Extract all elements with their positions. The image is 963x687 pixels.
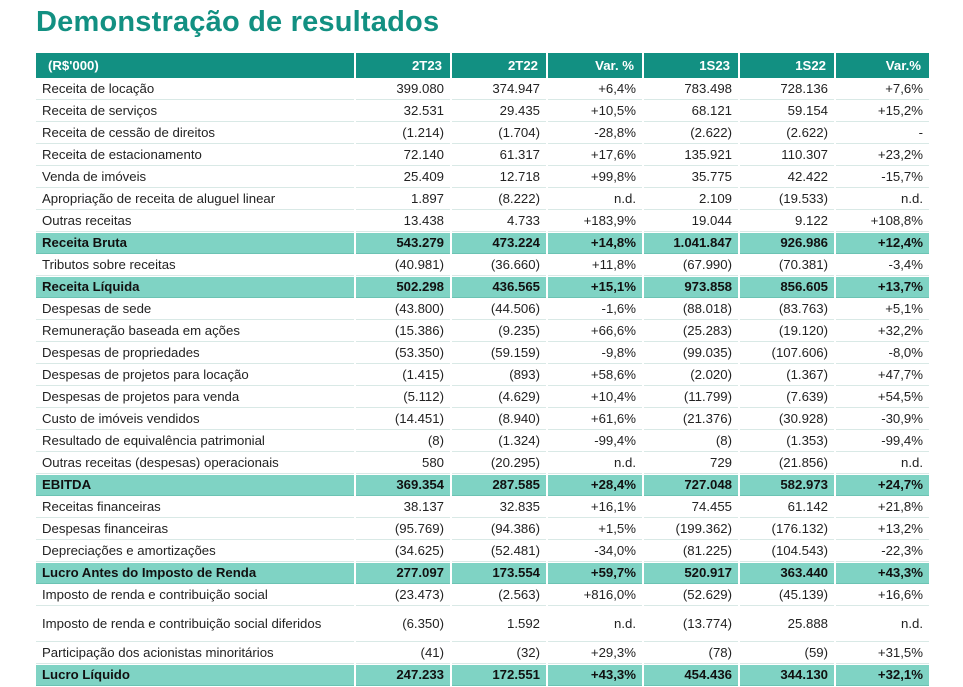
row-value: +28,4% xyxy=(548,475,642,496)
row-label: EBITDA xyxy=(36,475,354,496)
row-value: (78) xyxy=(644,643,738,664)
row-value: +99,8% xyxy=(548,167,642,188)
row-value: +59,7% xyxy=(548,563,642,584)
row-value: 12.718 xyxy=(452,167,546,188)
row-value: 59.154 xyxy=(740,101,834,122)
row-value: -34,0% xyxy=(548,541,642,562)
row-value: 728.136 xyxy=(740,79,834,100)
table-row xyxy=(36,365,929,386)
header-1s23: 1S23 xyxy=(644,53,738,78)
row-value: 783.498 xyxy=(644,79,738,100)
row-value: -8,0% xyxy=(836,343,929,364)
row-label: Receita de serviços xyxy=(36,101,354,122)
row-value: +7,6% xyxy=(836,79,929,100)
row-value: (32) xyxy=(452,643,546,664)
row-label: Receita de locação xyxy=(36,79,354,100)
row-label: Receita Líquida xyxy=(36,277,354,298)
row-value: +6,4% xyxy=(548,79,642,100)
row-label: Despesas de projetos para venda xyxy=(36,387,354,408)
row-value: (2.622) xyxy=(644,123,738,144)
row-label: Outras receitas xyxy=(36,211,354,232)
row-value: +43,3% xyxy=(548,665,642,686)
row-value: n.d. xyxy=(548,189,642,210)
row-value: +61,6% xyxy=(548,409,642,430)
table-row xyxy=(36,167,929,188)
row-value: (2.020) xyxy=(644,365,738,386)
row-value: (21.376) xyxy=(644,409,738,430)
row-value: (43.800) xyxy=(356,299,450,320)
row-value: +11,8% xyxy=(548,255,642,276)
row-value: (44.506) xyxy=(452,299,546,320)
row-value: +1,5% xyxy=(548,519,642,540)
row-value: 247.233 xyxy=(356,665,450,686)
table-row xyxy=(36,211,929,232)
table-row xyxy=(36,643,929,664)
row-label: Venda de imóveis xyxy=(36,167,354,188)
row-value: 729 xyxy=(644,453,738,474)
row-value: (53.350) xyxy=(356,343,450,364)
row-value: (23.473) xyxy=(356,585,450,606)
page-title: Demonstração de resultados xyxy=(36,6,440,38)
row-label: Lucro Antes do Imposto de Renda xyxy=(36,563,354,584)
row-value: (21.856) xyxy=(740,453,834,474)
row-value: (1.353) xyxy=(740,431,834,452)
header-var-semester: Var.% xyxy=(836,53,929,78)
row-value: n.d. xyxy=(548,453,642,474)
row-value: 35.775 xyxy=(644,167,738,188)
row-value: +29,3% xyxy=(548,643,642,664)
row-value: (81.225) xyxy=(644,541,738,562)
row-label: Participação dos acionistas minoritários xyxy=(36,643,354,664)
row-value: 543.279 xyxy=(356,233,450,254)
row-value: 68.121 xyxy=(644,101,738,122)
row-value: (1.324) xyxy=(452,431,546,452)
row-value: 436.565 xyxy=(452,277,546,298)
row-label: Tributos sobre receitas xyxy=(36,255,354,276)
row-value: (4.629) xyxy=(452,387,546,408)
table-row-subtotal xyxy=(36,277,929,298)
row-value: (52.629) xyxy=(644,585,738,606)
row-value: +16,6% xyxy=(836,585,929,606)
header-2t22: 2T22 xyxy=(452,53,546,78)
row-value: -15,7% xyxy=(836,167,929,188)
row-value: -22,3% xyxy=(836,541,929,562)
row-value: -28,8% xyxy=(548,123,642,144)
row-value: +10,5% xyxy=(548,101,642,122)
row-value: +31,5% xyxy=(836,643,929,664)
row-value: (59) xyxy=(740,643,834,664)
row-label: Despesas de projetos para locação xyxy=(36,365,354,386)
row-value: 74.455 xyxy=(644,497,738,518)
row-value: 473.224 xyxy=(452,233,546,254)
row-value: 135.921 xyxy=(644,145,738,166)
row-value: (1.367) xyxy=(740,365,834,386)
row-value: (9.235) xyxy=(452,321,546,342)
row-label: Receita Bruta xyxy=(36,233,354,254)
row-value: 25.888 xyxy=(740,607,834,642)
row-value: - xyxy=(836,123,929,144)
row-value: 1.592 xyxy=(452,607,546,642)
row-label: Lucro Líquido xyxy=(36,665,354,686)
table-row xyxy=(36,79,929,100)
row-label: Remuneração baseada em ações xyxy=(36,321,354,342)
row-value: 42.422 xyxy=(740,167,834,188)
row-value: (893) xyxy=(452,365,546,386)
row-label: Imposto de renda e contribuição social diferidos xyxy=(36,607,354,642)
row-value: -9,8% xyxy=(548,343,642,364)
row-value: (2.622) xyxy=(740,123,834,144)
row-value: (67.990) xyxy=(644,255,738,276)
header-unit: (R$'000) xyxy=(36,53,354,78)
row-label: Despesas de sede xyxy=(36,299,354,320)
row-label: Despesas de propriedades xyxy=(36,343,354,364)
row-value: -99,4% xyxy=(548,431,642,452)
row-value: (11.799) xyxy=(644,387,738,408)
table-row xyxy=(36,255,929,276)
row-value: (2.563) xyxy=(452,585,546,606)
table-row xyxy=(36,453,929,474)
row-value: +13,2% xyxy=(836,519,929,540)
row-value: +12,4% xyxy=(836,233,929,254)
row-value: 110.307 xyxy=(740,145,834,166)
table-row xyxy=(36,321,929,342)
row-value: 277.097 xyxy=(356,563,450,584)
row-value: 9.122 xyxy=(740,211,834,232)
row-value: 29.435 xyxy=(452,101,546,122)
table-row xyxy=(36,409,929,430)
row-value: (45.139) xyxy=(740,585,834,606)
row-value: +32,1% xyxy=(836,665,929,686)
row-value: 1.041.847 xyxy=(644,233,738,254)
row-value: (52.481) xyxy=(452,541,546,562)
row-value: -1,6% xyxy=(548,299,642,320)
row-value: 172.551 xyxy=(452,665,546,686)
header-1s22: 1S22 xyxy=(740,53,834,78)
row-value: n.d. xyxy=(836,607,929,642)
row-value: (1.214) xyxy=(356,123,450,144)
row-value: 19.044 xyxy=(644,211,738,232)
row-value: +47,7% xyxy=(836,365,929,386)
row-value: +54,5% xyxy=(836,387,929,408)
row-value: (36.660) xyxy=(452,255,546,276)
row-value: +816,0% xyxy=(548,585,642,606)
table-row xyxy=(36,343,929,364)
row-value: +15,2% xyxy=(836,101,929,122)
row-value: (99.035) xyxy=(644,343,738,364)
row-label: Receitas financeiras xyxy=(36,497,354,518)
row-value: (15.386) xyxy=(356,321,450,342)
row-value: 344.130 xyxy=(740,665,834,686)
row-value: 61.317 xyxy=(452,145,546,166)
row-label: Receita de cessão de direitos xyxy=(36,123,354,144)
row-value: 287.585 xyxy=(452,475,546,496)
row-value: (8) xyxy=(644,431,738,452)
row-value: 582.973 xyxy=(740,475,834,496)
row-value: (34.625) xyxy=(356,541,450,562)
row-value: 369.354 xyxy=(356,475,450,496)
row-label: Apropriação de receita de aluguel linear xyxy=(36,189,354,210)
row-value: (14.451) xyxy=(356,409,450,430)
table-row xyxy=(36,123,929,144)
row-value: (104.543) xyxy=(740,541,834,562)
row-value: 580 xyxy=(356,453,450,474)
table-row xyxy=(36,189,929,210)
row-value: +66,6% xyxy=(548,321,642,342)
row-value: +16,1% xyxy=(548,497,642,518)
row-value: (1.704) xyxy=(452,123,546,144)
row-value: 2.109 xyxy=(644,189,738,210)
row-value: -30,9% xyxy=(836,409,929,430)
income-statement-table xyxy=(34,52,931,687)
row-label: Imposto de renda e contribuição social xyxy=(36,585,354,606)
row-value: -99,4% xyxy=(836,431,929,452)
row-value: 520.917 xyxy=(644,563,738,584)
row-value: 926.986 xyxy=(740,233,834,254)
table-row xyxy=(36,607,929,642)
row-value: (59.159) xyxy=(452,343,546,364)
table-row xyxy=(36,145,929,166)
row-value: (83.763) xyxy=(740,299,834,320)
row-value: (40.981) xyxy=(356,255,450,276)
row-value: +58,6% xyxy=(548,365,642,386)
row-value: (199.362) xyxy=(644,519,738,540)
row-label: Despesas financeiras xyxy=(36,519,354,540)
row-value: +5,1% xyxy=(836,299,929,320)
row-value: 454.436 xyxy=(644,665,738,686)
table-header-row xyxy=(36,53,929,78)
row-value: 374.947 xyxy=(452,79,546,100)
row-value: (94.386) xyxy=(452,519,546,540)
table-body xyxy=(36,79,929,686)
row-value: (88.018) xyxy=(644,299,738,320)
row-value: +13,7% xyxy=(836,277,929,298)
row-value: +15,1% xyxy=(548,277,642,298)
row-value: +32,2% xyxy=(836,321,929,342)
table-row xyxy=(36,497,929,518)
row-value: (5.112) xyxy=(356,387,450,408)
table-row xyxy=(36,519,929,540)
row-value: (70.381) xyxy=(740,255,834,276)
row-value: 973.858 xyxy=(644,277,738,298)
table-row-subtotal xyxy=(36,475,929,496)
row-label: Receita de estacionamento xyxy=(36,145,354,166)
row-label: Depreciações e amortizações xyxy=(36,541,354,562)
row-value: (107.606) xyxy=(740,343,834,364)
row-label: Outras receitas (despesas) operacionais xyxy=(36,453,354,474)
row-value: 72.140 xyxy=(356,145,450,166)
row-value: +10,4% xyxy=(548,387,642,408)
row-value: +183,9% xyxy=(548,211,642,232)
table-row xyxy=(36,299,929,320)
table-row xyxy=(36,541,929,562)
row-value: +17,6% xyxy=(548,145,642,166)
row-value: (8) xyxy=(356,431,450,452)
table-row-subtotal xyxy=(36,665,929,686)
row-value: 13.438 xyxy=(356,211,450,232)
row-value: (95.769) xyxy=(356,519,450,540)
row-value: (19.533) xyxy=(740,189,834,210)
row-value: 32.835 xyxy=(452,497,546,518)
row-value: (30.928) xyxy=(740,409,834,430)
header-2t23: 2T23 xyxy=(356,53,450,78)
row-value: 25.409 xyxy=(356,167,450,188)
row-value: 502.298 xyxy=(356,277,450,298)
table-row xyxy=(36,101,929,122)
row-value: (6.350) xyxy=(356,607,450,642)
row-value: +23,2% xyxy=(836,145,929,166)
row-value: +24,7% xyxy=(836,475,929,496)
row-value: 856.605 xyxy=(740,277,834,298)
row-value: -3,4% xyxy=(836,255,929,276)
row-value: (13.774) xyxy=(644,607,738,642)
row-value: n.d. xyxy=(836,453,929,474)
row-value: +21,8% xyxy=(836,497,929,518)
row-value: 38.137 xyxy=(356,497,450,518)
row-value: +108,8% xyxy=(836,211,929,232)
row-value: 32.531 xyxy=(356,101,450,122)
row-value: 173.554 xyxy=(452,563,546,584)
row-value: (8.222) xyxy=(452,189,546,210)
row-label: Custo de imóveis vendidos xyxy=(36,409,354,430)
row-value: n.d. xyxy=(548,607,642,642)
table-row xyxy=(36,387,929,408)
row-value: 61.142 xyxy=(740,497,834,518)
row-value: (25.283) xyxy=(644,321,738,342)
row-label: Resultado de equivalência patrimonial xyxy=(36,431,354,452)
header-var-quarter: Var. % xyxy=(548,53,642,78)
row-value: (8.940) xyxy=(452,409,546,430)
row-value: 399.080 xyxy=(356,79,450,100)
table-row-subtotal xyxy=(36,563,929,584)
row-value: 4.733 xyxy=(452,211,546,232)
row-value: 1.897 xyxy=(356,189,450,210)
table-row-subtotal xyxy=(36,233,929,254)
row-value: n.d. xyxy=(836,189,929,210)
row-value: 727.048 xyxy=(644,475,738,496)
row-value: (176.132) xyxy=(740,519,834,540)
row-value: (7.639) xyxy=(740,387,834,408)
row-value: (1.415) xyxy=(356,365,450,386)
table-row xyxy=(36,431,929,452)
row-value: 363.440 xyxy=(740,563,834,584)
row-value: +43,3% xyxy=(836,563,929,584)
row-value: +14,8% xyxy=(548,233,642,254)
row-value: (41) xyxy=(356,643,450,664)
row-value: (20.295) xyxy=(452,453,546,474)
row-value: (19.120) xyxy=(740,321,834,342)
table-row xyxy=(36,585,929,606)
